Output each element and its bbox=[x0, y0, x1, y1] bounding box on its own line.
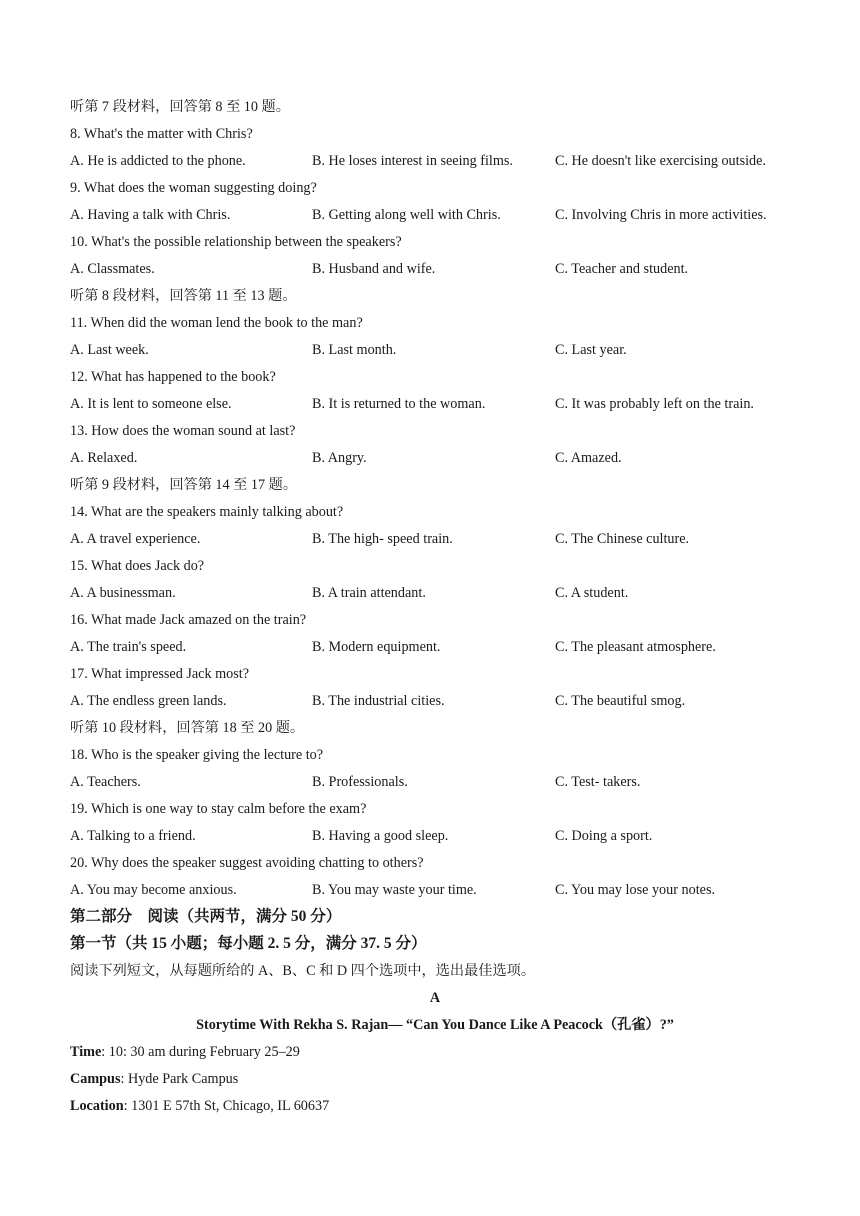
option-c: C. It was probably left on the train. bbox=[555, 396, 754, 412]
question-stem: 15. What does Jack do? bbox=[70, 558, 205, 574]
option-a: A. Last week. bbox=[70, 342, 149, 358]
question-group bbox=[70, 123, 800, 285]
answer-options bbox=[70, 582, 800, 609]
section-intro: 听第 8 段材料，回答第 11 至 13 题。 bbox=[70, 288, 297, 304]
option-c: C. Amazed. bbox=[555, 450, 622, 466]
option-c: C. Involving Chris in more activities. bbox=[555, 207, 767, 223]
option-b: B. It is returned to the woman. bbox=[312, 396, 486, 412]
option-b: B. Husband and wife. bbox=[312, 261, 436, 277]
option-b: B. The high- speed train. bbox=[312, 531, 453, 547]
option-a: A. Relaxed. bbox=[70, 450, 138, 466]
reading-instruction: 阅读下列短文，从每题所给的 A、B、C 和 D 四个选项中，选出最佳选项。 bbox=[70, 963, 536, 979]
option-b: B. Professionals. bbox=[312, 774, 408, 790]
answer-options bbox=[70, 447, 800, 474]
answer-options bbox=[70, 204, 800, 231]
option-a: A. Classmates. bbox=[70, 261, 155, 277]
exam-page bbox=[70, 96, 800, 1122]
detail-label: Location bbox=[70, 1098, 124, 1114]
question-stem: 17. What impressed Jack most? bbox=[70, 666, 250, 682]
answer-options bbox=[70, 825, 800, 852]
option-b: B. Last month. bbox=[312, 342, 397, 358]
part-heading: 第二部分 阅读（共两节，满分 50 分） bbox=[70, 908, 342, 925]
option-b: B. Modern equipment. bbox=[312, 639, 441, 655]
option-a: A. A travel experience. bbox=[70, 531, 201, 547]
answer-options bbox=[70, 636, 800, 663]
question-stem: 16. What made Jack amazed on the train? bbox=[70, 612, 307, 628]
answer-options bbox=[70, 258, 800, 285]
answer-options bbox=[70, 393, 800, 420]
section-intro: 听第 7 段材料，回答第 8 至 10 题。 bbox=[70, 99, 290, 115]
option-b: B. Angry. bbox=[312, 450, 367, 466]
question-stem: 18. Who is the speaker giving the lecture to? bbox=[70, 747, 324, 763]
question-stem: 11. When did the woman lend the book to the man? bbox=[70, 315, 363, 331]
answer-options bbox=[70, 879, 800, 906]
option-c: C. Teacher and student. bbox=[555, 261, 689, 277]
detail-label: Campus bbox=[70, 1071, 121, 1087]
question-stem: 8. What's the matter with Chris? bbox=[70, 126, 253, 142]
option-a: A. Teachers. bbox=[70, 774, 141, 790]
answer-options bbox=[70, 150, 800, 177]
answer-options bbox=[70, 690, 800, 717]
option-a: A. It is lent to someone else. bbox=[70, 396, 232, 412]
detail-line bbox=[70, 1068, 800, 1095]
option-c: C. The Chinese culture. bbox=[555, 531, 690, 547]
option-c: C. Last year. bbox=[555, 342, 627, 358]
question-group bbox=[70, 501, 800, 717]
detail-value: : 1301 E 57th St, Chicago, IL 60637 bbox=[123, 1098, 330, 1114]
option-c: C. A student. bbox=[555, 585, 629, 601]
option-a: A. You may become anxious. bbox=[70, 882, 237, 898]
option-b: B. Getting along well with Chris. bbox=[312, 207, 501, 223]
passage-title: Storytime With Rekha S. Rajan— “Can You Dance Like A Peacock（孔雀）?” bbox=[196, 1017, 674, 1033]
question-stem: 9. What does the woman suggesting doing? bbox=[70, 180, 317, 196]
detail-line bbox=[70, 1041, 800, 1068]
question-group bbox=[70, 744, 800, 906]
question-stem: 14. What are the speakers mainly talking about? bbox=[70, 504, 344, 520]
question-stem: 19. Which is one way to stay calm before the exam? bbox=[70, 801, 367, 817]
question-group bbox=[70, 312, 800, 474]
question-stem: 13. How does the woman sound at last? bbox=[70, 423, 296, 439]
option-a: A. The train's speed. bbox=[70, 639, 187, 655]
option-b: B. Having a good sleep. bbox=[312, 828, 449, 844]
section-heading: 第一节（共 15 小题；每小题 2. 5 分，满分 37. 5 分） bbox=[70, 935, 427, 952]
detail-line bbox=[70, 1095, 800, 1122]
event-details bbox=[70, 1041, 800, 1122]
detail-value: : Hyde Park Campus bbox=[120, 1071, 239, 1087]
option-c: C. You may lose your notes. bbox=[555, 882, 716, 898]
option-b: B. A train attendant. bbox=[312, 585, 426, 601]
option-a: A. Having a talk with Chris. bbox=[70, 207, 231, 223]
detail-value: : 10: 30 am during February 25–29 bbox=[101, 1044, 300, 1060]
option-b: B. You may waste your time. bbox=[312, 882, 477, 898]
option-a: A. A businessman. bbox=[70, 585, 176, 601]
option-b: B. The industrial cities. bbox=[312, 693, 445, 709]
option-c: C. He doesn't like exercising outside. bbox=[555, 153, 766, 169]
question-stem: 10. What's the possible relationship between the speakers? bbox=[70, 234, 402, 250]
detail-label: Time bbox=[70, 1044, 102, 1060]
option-c: C. The pleasant atmosphere. bbox=[555, 639, 716, 655]
section-intro: 听第 9 段材料，回答第 14 至 17 题。 bbox=[70, 477, 298, 493]
answer-options bbox=[70, 339, 800, 366]
passage-letter: A bbox=[429, 990, 441, 1006]
answer-options bbox=[70, 528, 800, 555]
option-c: C. Test- takers. bbox=[555, 774, 641, 790]
option-a: A. He is addicted to the phone. bbox=[70, 153, 246, 169]
option-a: A. The endless green lands. bbox=[70, 693, 227, 709]
option-a: A. Talking to a friend. bbox=[70, 828, 196, 844]
option-c: C. The beautiful smog. bbox=[555, 693, 686, 709]
question-stem: 12. What has happened to the book? bbox=[70, 369, 276, 385]
answer-options bbox=[70, 771, 800, 798]
question-stem: 20. Why does the speaker suggest avoiding chatting to others? bbox=[70, 855, 424, 871]
option-c: C. Doing a sport. bbox=[555, 828, 653, 844]
section-intro: 听第 10 段材料，回答第 18 至 20 题。 bbox=[70, 720, 305, 736]
option-b: B. He loses interest in seeing films. bbox=[312, 153, 513, 169]
